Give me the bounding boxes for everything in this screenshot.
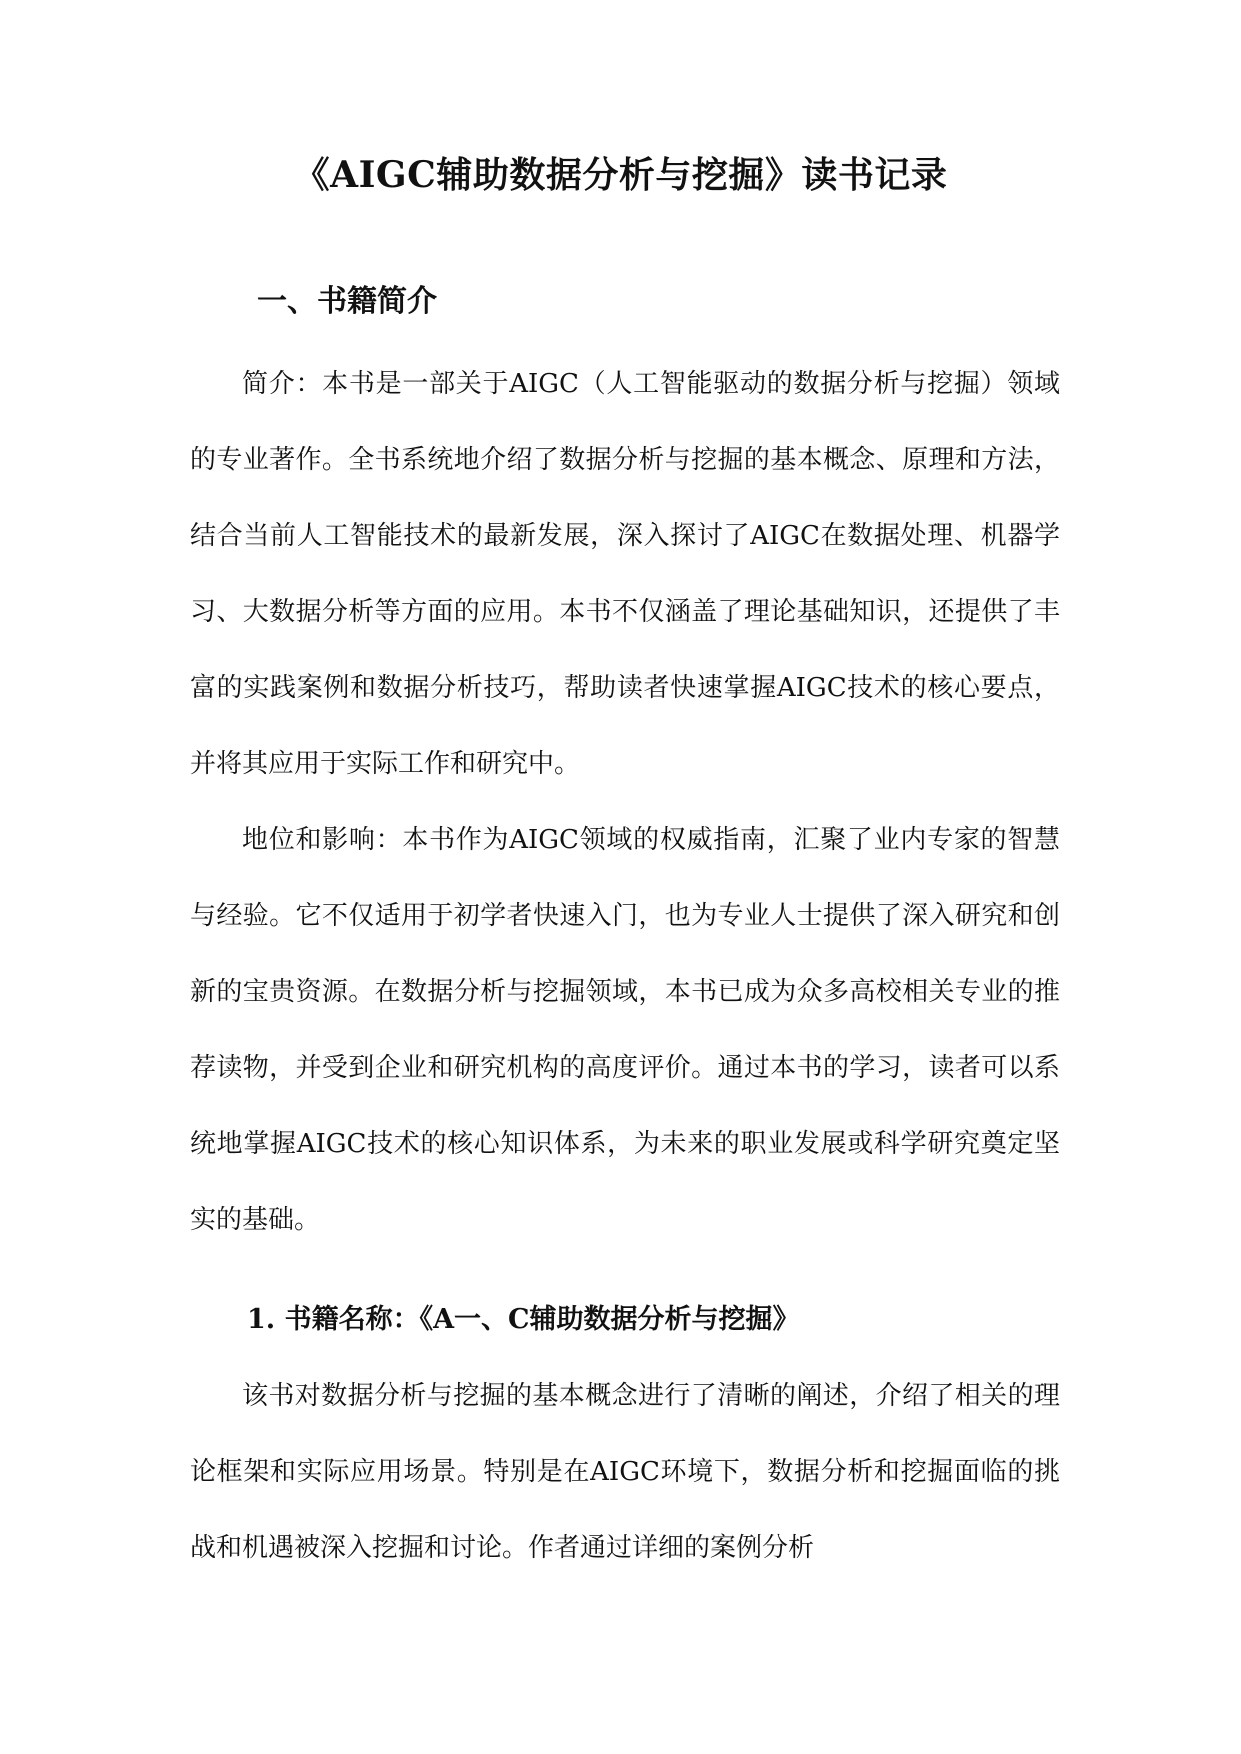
paragraph-status-and-influence: 地位和影响：本书作为AIGC领域的权威指南，汇聚了业内专家的智慧与经验。它不仅适用于初学者快速入门，也为专业人士提供了深入研究和创新的宝贵资源。在数据分析与挖掘领域，本书已成为众多高校相关专业的推荐读物，并受到企业和研究机构的高度评价。通过本书的学习，读者可以系统地掌握AIGC技术的核心知识体系，为未来的职业发展或科学研究奠定坚实的基础。 (190, 825, 1060, 1235)
section-heading-book-intro: 一、书籍简介 (257, 284, 437, 319)
paragraph-book-description: 该书对数据分析与挖掘的基本概念进行了清晰的阐述，介绍了相关的理论框架和实际应用场景。特别是在AIGC环境下，数据分析和挖掘面临的挑战和机遇被深入挖掘和讨论。作者通过详细的案例分析 (190, 1381, 1060, 1563)
subsection-heading-book-name: 1. 书籍名称：《A一、C辅助数据分析与挖掘》 (247, 1304, 800, 1335)
paragraph-introduction: 简介：本书是一部关于AIGC（人工智能驱动的数据分析与挖掘）领域的专业著作。全书系统地介绍了数据分析与挖掘的基本概念、原理和方法，结合当前人工智能技术的最新发展，深入探讨了AIGC在数据处理、机器学习、大数据分析等方面的应用。本书不仅涵盖了理论基础知识，还提供了丰富的实践案例和数据分析技巧，帮助读者快速掌握AIGC技术的核心要点，并将其应用于实际工作和研究中。 (190, 369, 1060, 779)
document-title: 《AIGC辅助数据分析与挖掘》读书记录 (293, 154, 948, 196)
